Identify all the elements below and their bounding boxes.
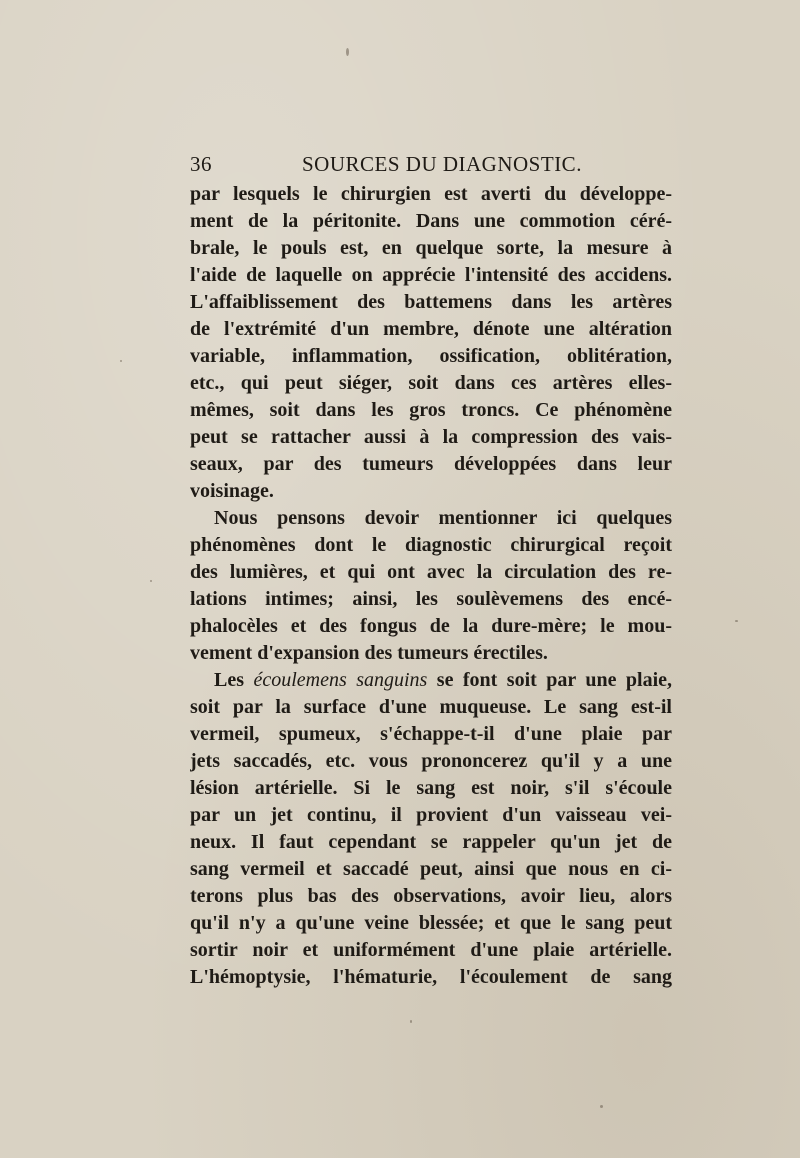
text-line: sang vermeil et saccadé peut, ainsi que nous en ci- xyxy=(190,858,672,880)
paper-speck xyxy=(346,48,349,56)
text-line: vermeil, spumeux, s'échappe-t-il d'une plaie par xyxy=(190,723,672,745)
paper-speck xyxy=(150,580,152,582)
text-line: brale, le pouls est, en quelque sorte, la mesure à xyxy=(190,237,672,259)
paper-speck xyxy=(120,360,122,362)
text-line: Nous pensons devoir mentionner ici quelques xyxy=(214,507,672,529)
text-line: des lumières, et qui ont avec la circulation des re- xyxy=(190,561,672,583)
text-line: variable, inflammation, ossification, oblitération, xyxy=(190,345,672,367)
text-line: seaux, par des tumeurs développées dans leur xyxy=(190,453,672,475)
text-line: ment de la péritonite. Dans une commotion céré- xyxy=(190,210,672,232)
italic-phrase: écoulemens sanguins xyxy=(253,669,428,691)
line-remainder: se font soit par une plaie, xyxy=(436,669,672,691)
text-line: L'hémoptysie, l'hématurie, l'écoulement de sang xyxy=(190,966,672,988)
text-line: terons plus bas des observations, avoir lieu, alors xyxy=(190,885,672,907)
text-line: voisinage. xyxy=(190,480,274,502)
text-line: lésion artérielle. Si le sang est noir, s'il s'écoule xyxy=(190,777,672,799)
text-line: sortir noir et uniformément d'une plaie artérielle. xyxy=(190,939,672,961)
running-title: SOURCES DU DIAGNOSTIC. xyxy=(302,152,582,176)
text-line: de l'extrémité d'un membre, dénote une altération xyxy=(190,318,672,340)
paragraph-lead-word: Les xyxy=(214,669,244,691)
text-line: phénomènes dont le diagnostic chirurgical reçoit xyxy=(190,534,672,556)
text-line: mêmes, soit dans les gros troncs. Ce phénomène xyxy=(190,399,672,421)
text-line: l'aide de laquelle on apprécie l'intensité des accidens. xyxy=(190,264,672,286)
body-text xyxy=(190,181,672,991)
text-line: qu'il n'y a qu'une veine blessée; et que le sang peut xyxy=(190,912,672,934)
text-line: par lesquels le chirurgien est averti du développe- xyxy=(190,183,672,205)
text-line: soit par la surface d'une muqueuse. Le sang est-il xyxy=(190,696,672,718)
text-line: jets saccadés, etc. vous prononcerez qu'il y a une xyxy=(190,750,672,772)
text-line: par un jet continu, il provient d'un vaisseau vei- xyxy=(190,804,672,826)
text-line: L'affaiblissement des battemens dans les artères xyxy=(190,291,672,313)
paper-speck xyxy=(735,620,738,622)
page-header xyxy=(190,152,670,182)
page-number: 36 xyxy=(190,152,212,176)
paper-speck xyxy=(410,1020,412,1023)
text-line: phalocèles et des fongus de la dure-mère; le mou- xyxy=(190,615,672,637)
text-line: lations intimes; ainsi, les soulèvemens des encé- xyxy=(190,588,672,610)
paper-speck xyxy=(600,1105,603,1108)
text-line: vement d'expansion des tumeurs érectiles. xyxy=(190,642,548,664)
text-line: etc., qui peut siéger, soit dans ces artères elles- xyxy=(190,372,672,394)
text-line-with-italic xyxy=(190,667,672,694)
text-line: peut se rattacher aussi à la compression des vais- xyxy=(190,426,672,448)
text-line: neux. Il faut cependant se rappeler qu'un jet de xyxy=(190,831,672,853)
